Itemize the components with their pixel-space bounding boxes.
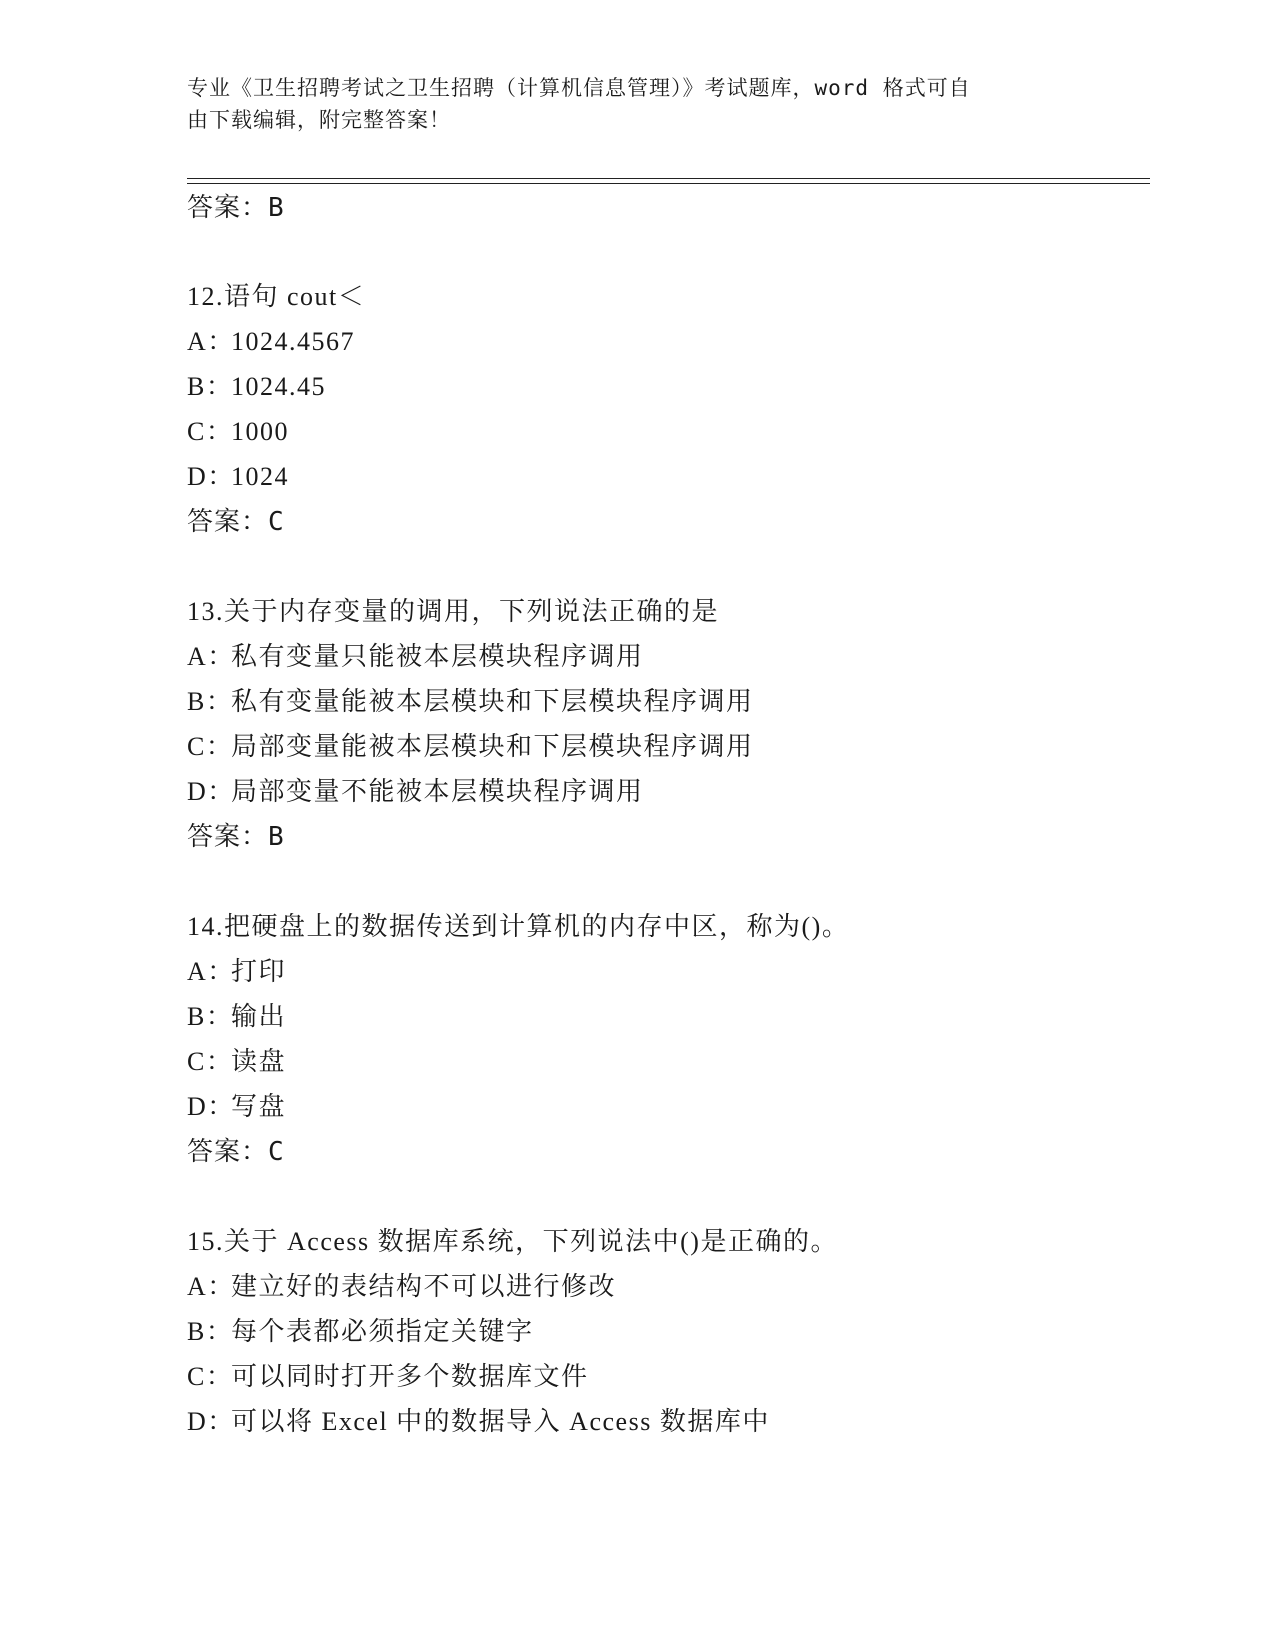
option-text: 打印 [231, 957, 287, 986]
option-label: D： [187, 1407, 235, 1436]
option-label: A： [187, 1272, 235, 1301]
question-13-option-b [187, 686, 754, 718]
option-text: 输出 [231, 1002, 287, 1031]
option-text: 可以同时打开多个数据库文件 [231, 1362, 589, 1391]
question-12-answer: 答案：C [187, 507, 285, 537]
question-14-option-b [187, 1001, 286, 1033]
question-14-stem: 14.把硬盘上的数据传送到计算机的内存中区，称为()。 [187, 912, 850, 941]
option-text: 1000 [231, 417, 289, 446]
question-15-stem: 15.关于 Access 数据库系统，下列说法中()是正确的。 [187, 1227, 838, 1256]
option-label: C： [187, 732, 234, 761]
question-15-option-b [187, 1316, 534, 1348]
question-14-option-a [187, 956, 286, 988]
question-12-option-b [187, 371, 326, 403]
option-text: 私有变量只能被本层模块程序调用 [231, 642, 644, 671]
option-label: A： [187, 327, 235, 356]
question-15-option-d [187, 1406, 770, 1438]
option-label: B： [187, 1002, 234, 1031]
option-text: 1024.45 [231, 372, 326, 401]
option-label: D： [187, 1092, 235, 1121]
option-label: C： [187, 1362, 234, 1391]
option-text: 局部变量不能被本层模块程序调用 [231, 777, 644, 806]
question-15-option-c [187, 1361, 589, 1393]
question-14-option-d [187, 1091, 286, 1123]
option-label: D： [187, 462, 235, 491]
question-13-option-d [187, 776, 644, 808]
header-divider-bottom [187, 183, 1150, 184]
header-line-2: 由下载编辑，附完整答案！ [187, 108, 451, 132]
question-14-option-c [187, 1046, 286, 1078]
option-text: 读盘 [231, 1047, 287, 1076]
option-text: 建立好的表结构不可以进行修改 [231, 1272, 617, 1301]
option-label: B： [187, 1317, 234, 1346]
question-12-stem: 12.语句 cout＜ [187, 282, 366, 311]
option-label: C： [187, 417, 234, 446]
option-label: B： [187, 372, 234, 401]
document-header [187, 72, 1067, 136]
question-13-option-c [187, 731, 754, 763]
header-line-1: 专业《卫生招聘考试之卫生招聘（计算机信息管理）》考试题库，word 格式可自 [187, 76, 971, 100]
question-13-answer: 答案：B [187, 822, 285, 852]
option-label: D： [187, 777, 235, 806]
option-text: 1024 [231, 462, 289, 491]
option-text: 私有变量能被本层模块和下层模块程序调用 [231, 687, 754, 716]
question-12-option-a [187, 326, 355, 358]
option-text: 每个表都必须指定关键字 [231, 1317, 534, 1346]
question-12-option-d [187, 461, 289, 493]
question-14-answer: 答案：C [187, 1137, 285, 1167]
option-label: B： [187, 687, 234, 716]
previous-answer: 答案：B [187, 193, 285, 223]
option-text: 写盘 [231, 1092, 287, 1121]
option-label: A： [187, 642, 235, 671]
option-label: C： [187, 1047, 234, 1076]
question-13-stem: 13.关于内存变量的调用，下列说法正确的是 [187, 597, 720, 626]
question-13-option-a [187, 641, 644, 673]
question-15-option-a [187, 1271, 616, 1303]
option-text: 可以将 Excel 中的数据导入 Access 数据库中 [231, 1407, 770, 1436]
header-divider-top [187, 178, 1150, 179]
question-12-option-c [187, 416, 289, 448]
option-label: A： [187, 957, 235, 986]
option-text: 1024.4567 [231, 327, 355, 356]
option-text: 局部变量能被本层模块和下层模块程序调用 [231, 732, 754, 761]
